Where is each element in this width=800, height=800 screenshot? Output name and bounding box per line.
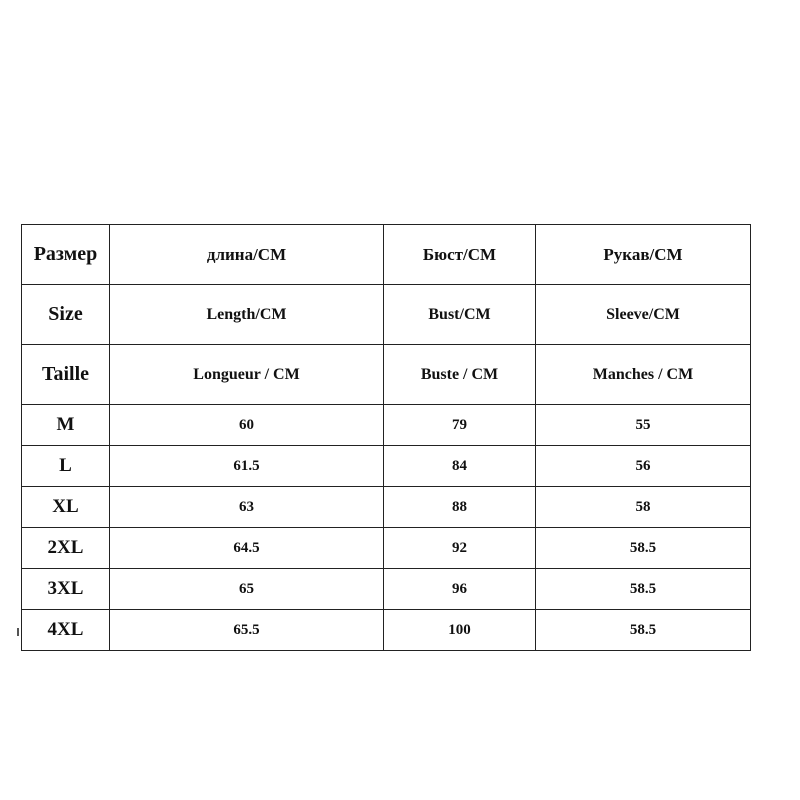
sleeve-cell: 58.5 xyxy=(536,610,751,651)
header-row-russian xyxy=(22,225,751,285)
length-cell: 63 xyxy=(110,487,384,528)
size-cell: 3XL xyxy=(22,569,110,610)
size-cell: XL xyxy=(22,487,110,528)
bust-cell: 84 xyxy=(384,446,536,487)
column-header-sleeve: Manches / CM xyxy=(536,345,751,405)
bust-cell: 92 xyxy=(384,528,536,569)
table-row xyxy=(22,487,751,528)
row-label: Size xyxy=(22,285,110,345)
length-cell: 64.5 xyxy=(110,528,384,569)
column-header-length: Length/CM xyxy=(110,285,384,345)
table-row xyxy=(22,446,751,487)
length-cell: 61.5 xyxy=(110,446,384,487)
column-header-sleeve: Рукав/CM xyxy=(536,225,751,285)
bust-cell: 100 xyxy=(384,610,536,651)
table-row xyxy=(22,610,751,651)
sleeve-cell: 58.5 xyxy=(536,569,751,610)
header-row-french xyxy=(22,345,751,405)
size-cell: M xyxy=(22,405,110,446)
length-cell: 65 xyxy=(110,569,384,610)
column-header-bust: Bust/CM xyxy=(384,285,536,345)
table-row xyxy=(22,405,751,446)
bust-cell: 88 xyxy=(384,487,536,528)
row-label: Taille xyxy=(22,345,110,405)
length-cell: 65.5 xyxy=(110,610,384,651)
column-header-length: Longueur / CM xyxy=(110,345,384,405)
sleeve-cell: 58.5 xyxy=(536,528,751,569)
sleeve-cell: 58 xyxy=(536,487,751,528)
row-label: Размер xyxy=(22,225,110,285)
size-cell: L xyxy=(22,446,110,487)
sleeve-cell: 55 xyxy=(536,405,751,446)
column-header-sleeve: Sleeve/CM xyxy=(536,285,751,345)
column-header-bust: Бюст/CM xyxy=(384,225,536,285)
bust-cell: 79 xyxy=(384,405,536,446)
header-row-english xyxy=(22,285,751,345)
length-cell: 60 xyxy=(110,405,384,446)
sleeve-cell: 56 xyxy=(536,446,751,487)
column-header-length: длина/CM xyxy=(110,225,384,285)
size-cell: 2XL xyxy=(22,528,110,569)
stray-mark xyxy=(17,628,19,636)
column-header-bust: Buste / CM xyxy=(384,345,536,405)
size-cell: 4XL xyxy=(22,610,110,651)
bust-cell: 96 xyxy=(384,569,536,610)
size-chart-table xyxy=(21,224,751,651)
table-row xyxy=(22,569,751,610)
table-row xyxy=(22,528,751,569)
